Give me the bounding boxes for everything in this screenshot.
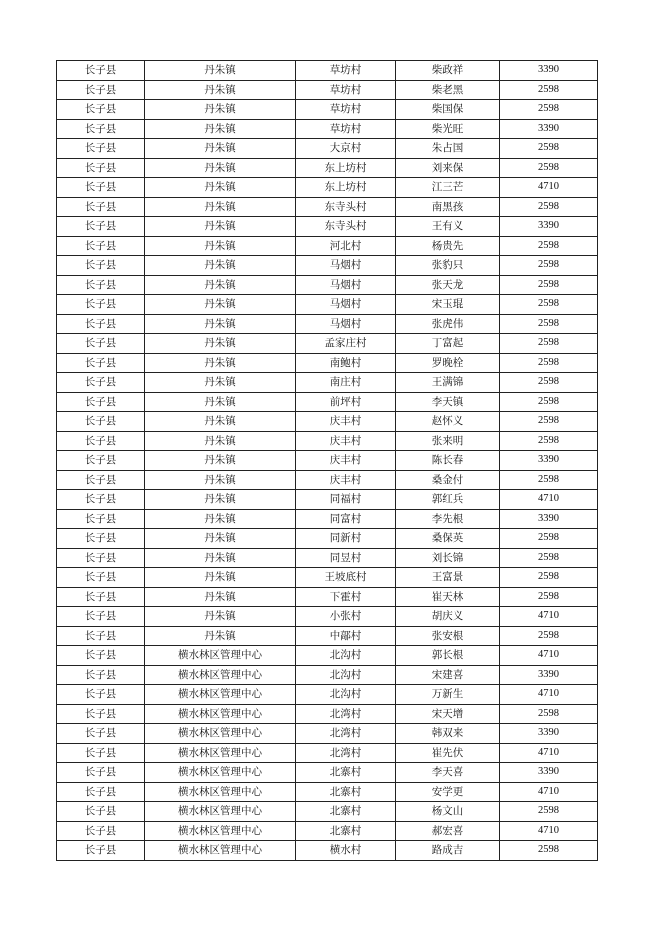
village-cell: 北寨村 bbox=[296, 782, 396, 802]
village-cell: 同富村 bbox=[296, 509, 396, 529]
name-cell: 李天镇 bbox=[396, 392, 500, 412]
name-cell: 陈长春 bbox=[396, 451, 500, 471]
table-row bbox=[57, 392, 598, 412]
amount-cell: 4710 bbox=[500, 685, 598, 705]
table-row bbox=[57, 646, 598, 666]
county-cell: 长子县 bbox=[57, 158, 145, 178]
amount-cell: 2598 bbox=[500, 334, 598, 354]
village-cell: 小张村 bbox=[296, 607, 396, 627]
village-cell: 前坪村 bbox=[296, 392, 396, 412]
table-row bbox=[57, 704, 598, 724]
name-cell: 张豹只 bbox=[396, 256, 500, 276]
table-row bbox=[57, 158, 598, 178]
name-cell: 江三芒 bbox=[396, 178, 500, 198]
county-cell: 长子县 bbox=[57, 490, 145, 510]
table-row bbox=[57, 470, 598, 490]
county-cell: 长子县 bbox=[57, 607, 145, 627]
amount-cell: 4710 bbox=[500, 782, 598, 802]
village-cell: 北湾村 bbox=[296, 724, 396, 744]
county-cell: 长子县 bbox=[57, 373, 145, 393]
town-cell: 丹朱镇 bbox=[145, 80, 296, 100]
village-cell: 同新村 bbox=[296, 529, 396, 549]
county-cell: 长子县 bbox=[57, 256, 145, 276]
table-row bbox=[57, 295, 598, 315]
county-cell: 长子县 bbox=[57, 236, 145, 256]
amount-cell: 4710 bbox=[500, 490, 598, 510]
county-cell: 长子县 bbox=[57, 431, 145, 451]
village-cell: 北寨村 bbox=[296, 802, 396, 822]
name-cell: 罗晚栓 bbox=[396, 353, 500, 373]
table-row bbox=[57, 353, 598, 373]
name-cell: 郭红兵 bbox=[396, 490, 500, 510]
name-cell: 宋玉琨 bbox=[396, 295, 500, 315]
village-cell: 马烟村 bbox=[296, 275, 396, 295]
table-row bbox=[57, 431, 598, 451]
amount-cell: 3390 bbox=[500, 451, 598, 471]
village-cell: 东上坊村 bbox=[296, 178, 396, 198]
town-cell: 丹朱镇 bbox=[145, 295, 296, 315]
name-cell: 柴老黑 bbox=[396, 80, 500, 100]
town-cell: 丹朱镇 bbox=[145, 256, 296, 276]
name-cell: 宋建喜 bbox=[396, 665, 500, 685]
town-cell: 丹朱镇 bbox=[145, 119, 296, 139]
amount-cell: 2598 bbox=[500, 802, 598, 822]
town-cell: 丹朱镇 bbox=[145, 373, 296, 393]
table-row bbox=[57, 61, 598, 81]
county-cell: 长子县 bbox=[57, 217, 145, 237]
town-cell: 横水林区管理中心 bbox=[145, 685, 296, 705]
amount-cell: 2598 bbox=[500, 431, 598, 451]
table-row bbox=[57, 821, 598, 841]
village-cell: 东上坊村 bbox=[296, 158, 396, 178]
amount-cell: 2598 bbox=[500, 236, 598, 256]
amount-cell: 2598 bbox=[500, 392, 598, 412]
county-cell: 长子县 bbox=[57, 197, 145, 217]
town-cell: 丹朱镇 bbox=[145, 509, 296, 529]
village-cell: 东寺头村 bbox=[296, 217, 396, 237]
town-cell: 丹朱镇 bbox=[145, 197, 296, 217]
county-cell: 长子县 bbox=[57, 704, 145, 724]
village-cell: 草坊村 bbox=[296, 61, 396, 81]
amount-cell: 3390 bbox=[500, 61, 598, 81]
amount-cell: 2598 bbox=[500, 353, 598, 373]
county-cell: 长子县 bbox=[57, 451, 145, 471]
table-row bbox=[57, 451, 598, 471]
county-cell: 长子县 bbox=[57, 314, 145, 334]
name-cell: 刘长锦 bbox=[396, 548, 500, 568]
name-cell: 王满锦 bbox=[396, 373, 500, 393]
name-cell: 安学更 bbox=[396, 782, 500, 802]
name-cell: 郝宏喜 bbox=[396, 821, 500, 841]
town-cell: 丹朱镇 bbox=[145, 470, 296, 490]
table-row bbox=[57, 100, 598, 120]
town-cell: 丹朱镇 bbox=[145, 61, 296, 81]
name-cell: 柴光旺 bbox=[396, 119, 500, 139]
amount-cell: 2598 bbox=[500, 158, 598, 178]
amount-cell: 2598 bbox=[500, 587, 598, 607]
town-cell: 丹朱镇 bbox=[145, 626, 296, 646]
amount-cell: 3390 bbox=[500, 509, 598, 529]
amount-cell: 2598 bbox=[500, 529, 598, 549]
county-cell: 长子县 bbox=[57, 119, 145, 139]
village-cell: 中鄗村 bbox=[296, 626, 396, 646]
table-row bbox=[57, 334, 598, 354]
amount-cell: 4710 bbox=[500, 821, 598, 841]
village-cell: 北湾村 bbox=[296, 743, 396, 763]
table-row bbox=[57, 490, 598, 510]
county-cell: 长子县 bbox=[57, 100, 145, 120]
table-row bbox=[57, 724, 598, 744]
table-row bbox=[57, 139, 598, 159]
village-cell: 同福村 bbox=[296, 490, 396, 510]
town-cell: 丹朱镇 bbox=[145, 100, 296, 120]
name-cell: 杨文山 bbox=[396, 802, 500, 822]
table-row bbox=[57, 802, 598, 822]
table-row bbox=[57, 217, 598, 237]
village-cell: 北沟村 bbox=[296, 685, 396, 705]
amount-cell: 2598 bbox=[500, 412, 598, 432]
town-cell: 丹朱镇 bbox=[145, 431, 296, 451]
name-cell: 桑保英 bbox=[396, 529, 500, 549]
table-row bbox=[57, 373, 598, 393]
village-cell: 草坊村 bbox=[296, 80, 396, 100]
name-cell: 韩双来 bbox=[396, 724, 500, 744]
table-row bbox=[57, 314, 598, 334]
amount-cell: 2598 bbox=[500, 373, 598, 393]
name-cell: 王富景 bbox=[396, 568, 500, 588]
table-row bbox=[57, 607, 598, 627]
town-cell: 丹朱镇 bbox=[145, 451, 296, 471]
name-cell: 王有义 bbox=[396, 217, 500, 237]
amount-cell: 3390 bbox=[500, 119, 598, 139]
name-cell: 张来明 bbox=[396, 431, 500, 451]
town-cell: 丹朱镇 bbox=[145, 217, 296, 237]
village-cell: 庆丰村 bbox=[296, 470, 396, 490]
table-body bbox=[57, 61, 598, 861]
county-cell: 长子县 bbox=[57, 548, 145, 568]
amount-cell: 4710 bbox=[500, 743, 598, 763]
county-cell: 长子县 bbox=[57, 470, 145, 490]
village-cell: 下霍村 bbox=[296, 587, 396, 607]
amount-cell: 2598 bbox=[500, 548, 598, 568]
table-row bbox=[57, 763, 598, 783]
amount-cell: 4710 bbox=[500, 178, 598, 198]
county-cell: 长子县 bbox=[57, 275, 145, 295]
amount-cell: 2598 bbox=[500, 314, 598, 334]
town-cell: 丹朱镇 bbox=[145, 490, 296, 510]
village-cell: 南庄村 bbox=[296, 373, 396, 393]
table-row bbox=[57, 743, 598, 763]
name-cell: 李天喜 bbox=[396, 763, 500, 783]
name-cell: 路成吉 bbox=[396, 841, 500, 861]
county-cell: 长子县 bbox=[57, 412, 145, 432]
village-cell: 马烟村 bbox=[296, 256, 396, 276]
town-cell: 丹朱镇 bbox=[145, 529, 296, 549]
table-row bbox=[57, 509, 598, 529]
county-cell: 长子县 bbox=[57, 587, 145, 607]
village-cell: 北寨村 bbox=[296, 763, 396, 783]
table-row bbox=[57, 178, 598, 198]
county-cell: 长子县 bbox=[57, 529, 145, 549]
village-cell: 庆丰村 bbox=[296, 451, 396, 471]
town-cell: 丹朱镇 bbox=[145, 548, 296, 568]
town-cell: 横水林区管理中心 bbox=[145, 704, 296, 724]
town-cell: 丹朱镇 bbox=[145, 353, 296, 373]
village-cell: 孟家庄村 bbox=[296, 334, 396, 354]
village-cell: 横水村 bbox=[296, 841, 396, 861]
name-cell: 南黑孩 bbox=[396, 197, 500, 217]
county-cell: 长子县 bbox=[57, 509, 145, 529]
town-cell: 横水林区管理中心 bbox=[145, 763, 296, 783]
name-cell: 张虎伟 bbox=[396, 314, 500, 334]
county-cell: 长子县 bbox=[57, 295, 145, 315]
table-row bbox=[57, 587, 598, 607]
table-row bbox=[57, 665, 598, 685]
table-row bbox=[57, 119, 598, 139]
amount-cell: 2598 bbox=[500, 568, 598, 588]
table-row bbox=[57, 412, 598, 432]
village-cell: 大京村 bbox=[296, 139, 396, 159]
county-cell: 长子县 bbox=[57, 139, 145, 159]
name-cell: 张安根 bbox=[396, 626, 500, 646]
town-cell: 横水林区管理中心 bbox=[145, 802, 296, 822]
name-cell: 李先根 bbox=[396, 509, 500, 529]
village-cell: 北湾村 bbox=[296, 704, 396, 724]
town-cell: 丹朱镇 bbox=[145, 236, 296, 256]
town-cell: 丹朱镇 bbox=[145, 139, 296, 159]
county-cell: 长子县 bbox=[57, 80, 145, 100]
name-cell: 桑金付 bbox=[396, 470, 500, 490]
amount-cell: 2598 bbox=[500, 626, 598, 646]
amount-cell: 3390 bbox=[500, 724, 598, 744]
county-cell: 长子县 bbox=[57, 626, 145, 646]
village-cell: 庆丰村 bbox=[296, 431, 396, 451]
town-cell: 横水林区管理中心 bbox=[145, 646, 296, 666]
table-row bbox=[57, 626, 598, 646]
name-cell: 柴国保 bbox=[396, 100, 500, 120]
town-cell: 横水林区管理中心 bbox=[145, 665, 296, 685]
county-cell: 长子县 bbox=[57, 646, 145, 666]
town-cell: 横水林区管理中心 bbox=[145, 841, 296, 861]
amount-cell: 4710 bbox=[500, 646, 598, 666]
village-cell: 王坡底村 bbox=[296, 568, 396, 588]
county-cell: 长子县 bbox=[57, 61, 145, 81]
village-cell: 马烟村 bbox=[296, 314, 396, 334]
county-cell: 长子县 bbox=[57, 802, 145, 822]
amount-cell: 2598 bbox=[500, 100, 598, 120]
name-cell: 郭长根 bbox=[396, 646, 500, 666]
table-row bbox=[57, 275, 598, 295]
amount-cell: 2598 bbox=[500, 256, 598, 276]
village-cell: 北沟村 bbox=[296, 665, 396, 685]
name-cell: 万新生 bbox=[396, 685, 500, 705]
table-row bbox=[57, 236, 598, 256]
village-cell: 草坊村 bbox=[296, 119, 396, 139]
village-cell: 庆丰村 bbox=[296, 412, 396, 432]
amount-cell: 2598 bbox=[500, 275, 598, 295]
table-row bbox=[57, 529, 598, 549]
name-cell: 杨贵先 bbox=[396, 236, 500, 256]
village-cell: 北寨村 bbox=[296, 821, 396, 841]
amount-cell: 4710 bbox=[500, 607, 598, 627]
table-row bbox=[57, 685, 598, 705]
village-cell: 东寺头村 bbox=[296, 197, 396, 217]
name-cell: 赵怀义 bbox=[396, 412, 500, 432]
town-cell: 丹朱镇 bbox=[145, 587, 296, 607]
name-cell: 刘来保 bbox=[396, 158, 500, 178]
name-cell: 宋天增 bbox=[396, 704, 500, 724]
county-cell: 长子县 bbox=[57, 724, 145, 744]
table-row bbox=[57, 568, 598, 588]
table-row bbox=[57, 80, 598, 100]
town-cell: 丹朱镇 bbox=[145, 392, 296, 412]
county-cell: 长子县 bbox=[57, 392, 145, 412]
town-cell: 横水林区管理中心 bbox=[145, 782, 296, 802]
village-cell: 河北村 bbox=[296, 236, 396, 256]
name-cell: 崔天林 bbox=[396, 587, 500, 607]
table-row bbox=[57, 256, 598, 276]
table-row bbox=[57, 548, 598, 568]
county-cell: 长子县 bbox=[57, 353, 145, 373]
village-cell: 马烟村 bbox=[296, 295, 396, 315]
name-cell: 崔先伏 bbox=[396, 743, 500, 763]
county-cell: 长子县 bbox=[57, 841, 145, 861]
town-cell: 横水林区管理中心 bbox=[145, 743, 296, 763]
name-cell: 胡庆义 bbox=[396, 607, 500, 627]
town-cell: 丹朱镇 bbox=[145, 178, 296, 198]
county-cell: 长子县 bbox=[57, 568, 145, 588]
amount-cell: 2598 bbox=[500, 841, 598, 861]
town-cell: 丹朱镇 bbox=[145, 275, 296, 295]
table-row bbox=[57, 841, 598, 861]
village-cell: 草坊村 bbox=[296, 100, 396, 120]
name-cell: 丁富起 bbox=[396, 334, 500, 354]
name-cell: 朱占国 bbox=[396, 139, 500, 159]
town-cell: 丹朱镇 bbox=[145, 158, 296, 178]
village-cell: 北沟村 bbox=[296, 646, 396, 666]
county-cell: 长子县 bbox=[57, 665, 145, 685]
table-row bbox=[57, 782, 598, 802]
amount-cell: 2598 bbox=[500, 704, 598, 724]
town-cell: 横水林区管理中心 bbox=[145, 821, 296, 841]
county-cell: 长子县 bbox=[57, 782, 145, 802]
county-cell: 长子县 bbox=[57, 821, 145, 841]
town-cell: 横水林区管理中心 bbox=[145, 724, 296, 744]
county-cell: 长子县 bbox=[57, 178, 145, 198]
village-cell: 南鲍村 bbox=[296, 353, 396, 373]
county-cell: 长子县 bbox=[57, 334, 145, 354]
amount-cell: 2598 bbox=[500, 139, 598, 159]
village-cell: 同昱村 bbox=[296, 548, 396, 568]
county-cell: 长子县 bbox=[57, 763, 145, 783]
amount-cell: 3390 bbox=[500, 665, 598, 685]
amount-cell: 2598 bbox=[500, 197, 598, 217]
amount-cell: 3390 bbox=[500, 763, 598, 783]
table-row bbox=[57, 197, 598, 217]
name-cell: 柴政祥 bbox=[396, 61, 500, 81]
county-cell: 长子县 bbox=[57, 743, 145, 763]
town-cell: 丹朱镇 bbox=[145, 334, 296, 354]
town-cell: 丹朱镇 bbox=[145, 568, 296, 588]
amount-cell: 2598 bbox=[500, 80, 598, 100]
amount-cell: 2598 bbox=[500, 470, 598, 490]
town-cell: 丹朱镇 bbox=[145, 314, 296, 334]
name-cell: 张天龙 bbox=[396, 275, 500, 295]
town-cell: 丹朱镇 bbox=[145, 412, 296, 432]
town-cell: 丹朱镇 bbox=[145, 607, 296, 627]
county-cell: 长子县 bbox=[57, 685, 145, 705]
amount-cell: 3390 bbox=[500, 217, 598, 237]
amount-cell: 2598 bbox=[500, 295, 598, 315]
data-table bbox=[56, 60, 598, 861]
